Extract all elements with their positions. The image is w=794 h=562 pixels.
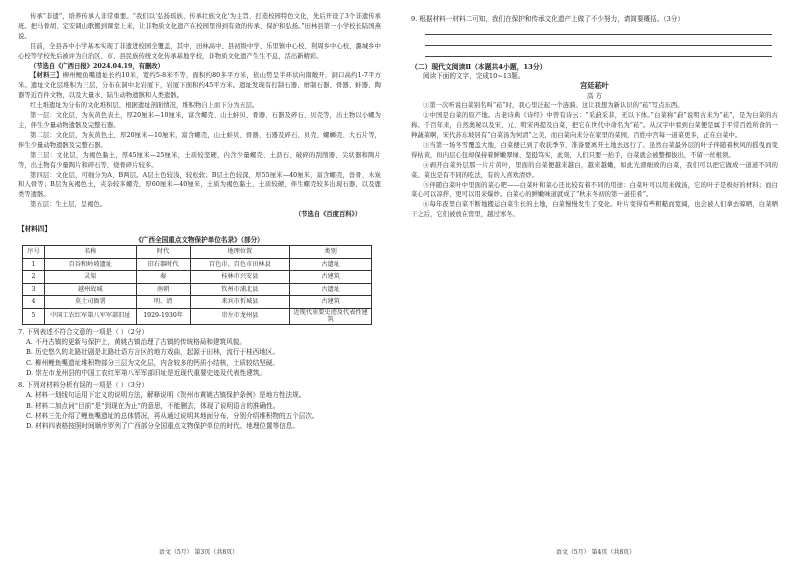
table-cell: 古遗址 [290,258,372,271]
right-page [397,0,794,562]
page-footer-right: 语文（5月） 第4页（共8页） [555,549,636,556]
question-7: 7. 下列表述不符合文意的一项是（ ）（2分） [18,327,149,336]
table-cell: 灵渠 [44,271,136,284]
table-cell: 3 [23,283,45,296]
material-4-label: 【材料四】 [18,225,51,234]
source-2: （节选自《百度百科》） [294,211,361,219]
table-cell: 莫土司衙署 [44,296,136,309]
table-cell: 桂林市兴安县 [190,271,290,284]
table-cell: 旧石器时代 [136,258,190,271]
q8-option-b: B. 材料二加点词“目前”是“到现在为止”的意思，不能删去，体现了说明语言的准确性。 [26,401,280,410]
answer-line[interactable] [425,46,772,57]
para-d: 红土堆遗址为分布的文化堆积层，根据遗址剖面情况，堆积物自上而下分为五层。 [30,102,259,110]
essay-title: 宫廷菘叶 [580,81,609,91]
para-b: 目前，全县各中小学基本实现了非遗进校园全覆盖，其中，田林高中、县初级中学、乐里镇中心校、利周乡中心校、潞城乡中心校等学校先后被评为自治区、市、县民族传统文化传承基地学校，非物质文化遗产生生不息，活出新精彩。 [18,42,381,60]
table-cell: 中国工农红军第八军军部旧址 [44,308,136,324]
table-cell: 古遗址 [290,283,372,296]
table-cell: 来宾市忻城县 [190,296,290,309]
layer-3: 第三层：文化层，为褐色黏土，厚45厘米—25厘米，土质较坚硬，内含少量螺壳、土沥石、破碎的刮削器、尖状器和陶片等，出土物有少量陶片和碎石等，烧骨碎片较多。 [18,151,381,169]
answer-line[interactable] [425,24,772,35]
table-cell: 百色市、百色市田林县 [190,258,290,271]
table-header-row [23,246,372,259]
table-cell: 1 [23,258,45,271]
table-cell: 南朝 [136,283,190,296]
heritage-table [22,245,372,325]
table-cell: 近现代重要史迹及代表性建筑 [290,308,372,324]
table-cell: 1929-1930年 [136,308,190,324]
table-row [23,296,372,309]
table-header: 时代 [136,246,190,259]
essay-paragraph: ③当第一场冬雪覆盖大地，白菜便已到了收获季节，准备要离开土地去远行了。虽然白菜最外层的叶子伴随着秋风的摇曳而变得枯黄，但内层心包却保持着鲜嫩翠绿、坚挺笃实，此刻，人们只要一抬手，白菜就会被整棵拔出，不留一丝根须。 [411,141,778,159]
essay-paragraph: ②中国是白菜的原产地。古老诗典《诗经》中曾有诗云：“采葑采菲，无以下体。”白菜称“葑”说明古来为“菘”，是为白菜的古称。千百年来，自然奥秘以及宋、元、明宋再提及白菜，把它在世代中命名为“菘”。从汉字中看到白菜便是属于平常百姓所食的一种蔬菜啊，宋代苏东坡居有“白菜汤为何清”之美，而白菜向来分在家里的菜园，百姓中宫每一道菜更多，正在白菜中。 [411,112,778,140]
essay-paragraph: ④剥开白菜外层那一片片黄叶，里面的白菜便越来越白，越来越嫩，如此光滑细致的白菜，我们可以把它做成一道道不同的菜。菜也是有不同的吃法，有的人喜欢清炒。 [411,161,778,179]
section-instructions: 阅读下面的文字，完成10~13题。 [423,72,525,81]
essay-author: 高 方 [586,92,603,101]
q7-option-a: A. 不丹古镇的更新与保护上，黄姚古镇治理了古镇的传统格局和建筑风貌。 [26,337,246,346]
table-cell: 明、清 [136,296,190,309]
para-a: 传承“非遗”，培养传承人非常重要。“我们以‘弘扬瑶族、传承壮族文化’为主旨，打造校园特色文化，先后开设了3个非遗传承班。把马骨胡、定安调山歌搬到课堂上来，让非物质文化遗产在校园里得到有效的传承、保护和弘扬。”田林县第一小学校长陆国燕说。 [18,13,381,40]
q8-option-a: A. 材料一划线句运用下定义的说明方法，解释说明《贺州市黄姚古镇保护条例》是地方性法规。 [26,391,306,400]
table-title: 《广西全国重点文物保护单位名录》（部分） [135,236,264,245]
table-cell: 越州故城 [44,283,136,296]
table-cell: 古建筑 [290,271,372,284]
page-footer-left: 语文（5月） 第3页（共8页） [158,549,239,556]
table-row [23,283,372,296]
essay-paragraph: ⑤伴随白菜叶中里面的菜心吧——白菜叶和菜心还比较有着不同的用途：白菜叶可以用来做汤，它的叶子是极好的材料；而白菜心可以凉拌，更可以用来爆炒。白菜心的鲜嫩味道就成了“秋末冬初的第一道佳肴”。 [411,181,778,199]
table-header: 地理位置 [190,246,290,259]
material-3-label: 【材料三】 [30,72,63,80]
question-8: 8. 下列对材料分析有误的一项是（ ）（3分） [18,381,149,390]
table-cell: 古建筑 [290,296,372,309]
table-cell: 钦州市浦北县 [190,283,290,296]
layer-4: 第四层：文化层，可细分为A、B两层。A层土色较浅，较松软；B层土色较深，厚55厘米—40厘米，富含螺壳，兽骨、木炭和人骨等；B层为灰褐色土，夹杂较多螺壳，厚60厘米—40厘米，土质为褐色黏土，土质较硬，伴生螺壳较多出现石器，以及鹿类等遗骸。 [18,171,381,199]
essay-paragraph: ⑥每年夜里白菜不断地搬运白菜生长的土地，白菜慢慢发生了变化。叶片变得有些粗糙而宽阔，也会被人们拿去晾晒，白菜晒干之后，它们被放在窖里，越过寒冬。 [411,201,778,219]
table-header: 类别 [290,246,372,259]
q7-option-d: D. 崇左市龙州县的中国工农红军第八军军部旧址是近现代重要史迹及代表性建筑。 [26,368,267,377]
table-row [23,308,372,324]
table-row [23,271,372,284]
q7-option-b: B. 历史悠久的北路壮剧是北路壮语方言区的地方戏曲，起源于田林，流行于桂西地区。 [26,348,280,357]
table-cell: 2 [23,271,45,284]
para-c [18,71,381,101]
q8-option-c: C. 材料三先介绍了鲤鱼嘴遗址的总体情况，再从通过说明其地面分布，分别介绍堆积物的五个层次。 [26,412,319,420]
table-cell: 百谷和岭坡遗址 [44,258,136,271]
section-title: （二）现代文阅读Ⅱ（本题共4小题，13分） [411,63,547,72]
layer-2: 第二层：文化层，为灰黄色土，厚20厘米—10厘米，富含螺壳，山土蚌贝、骨器、石器及碎石、贝壳、螺蛳壳、大石片等，伴生少量动物遗骸及完整石器。 [18,131,381,149]
source-1: （节选自《广西日报》2024.04.19，有删改） [30,62,164,70]
table-header: 序号 [23,246,45,259]
table-cell: 4 [23,296,45,309]
layer-1: 第一层：文化层，为灰黄色表土，厚20厘米—10厘米，富含螺壳、山土蚌贝、骨器、石器及碎石、贝壳等，出土物以小螺为主，伴生少量动物遗骸及完整石器。 [18,112,381,129]
layer-5: 第五层：生土层，呈褐色。 [30,201,107,209]
table-cell: 秦 [136,271,190,284]
answer-line[interactable] [425,35,772,46]
q7-option-c: C. 柳州鲤鱼嘴遗址堆积物部分三层为文化层，内含较多的钙质小结核，土质较结坚硬。 [26,358,279,367]
table-row [23,258,372,271]
table-cell: 崇左市龙州县 [190,308,290,324]
question-9: 9. 根据材料一材料二可知，我们在保护和传承文化遗产上做了不少努力，请简要概括。（3分） [411,15,685,23]
table-header: 名称 [44,246,136,259]
table-cell: 5 [23,308,45,324]
q8-option-d: D. 材料四表格按照时间顺序罗列了广西部分全国重点文物保护单位的时代、地理位置等信息。 [26,422,299,431]
para-c-text: 柳州鲤鱼嘴遗址长约10米，宽约5-8米不等，面积约80多平方米，依山势呈半环状向南敞开，洞口高约1-7平方米。遗址文化层堆积为三层，分布在洞中北岩厦下，岩厦下面积约45平方米。遗址发现有打制石器、磨制石器、骨器、蚌器、陶器等近百件文物，以及大量水、陆生动物遗骸和人类遗骸。 [18,72,381,100]
essay-paragraph: ①第一次听说白菜别名叫“菘”时，我心里泛起一个涟漪。这让我想为新认识的“菘”写点东西。 [423,102,684,110]
